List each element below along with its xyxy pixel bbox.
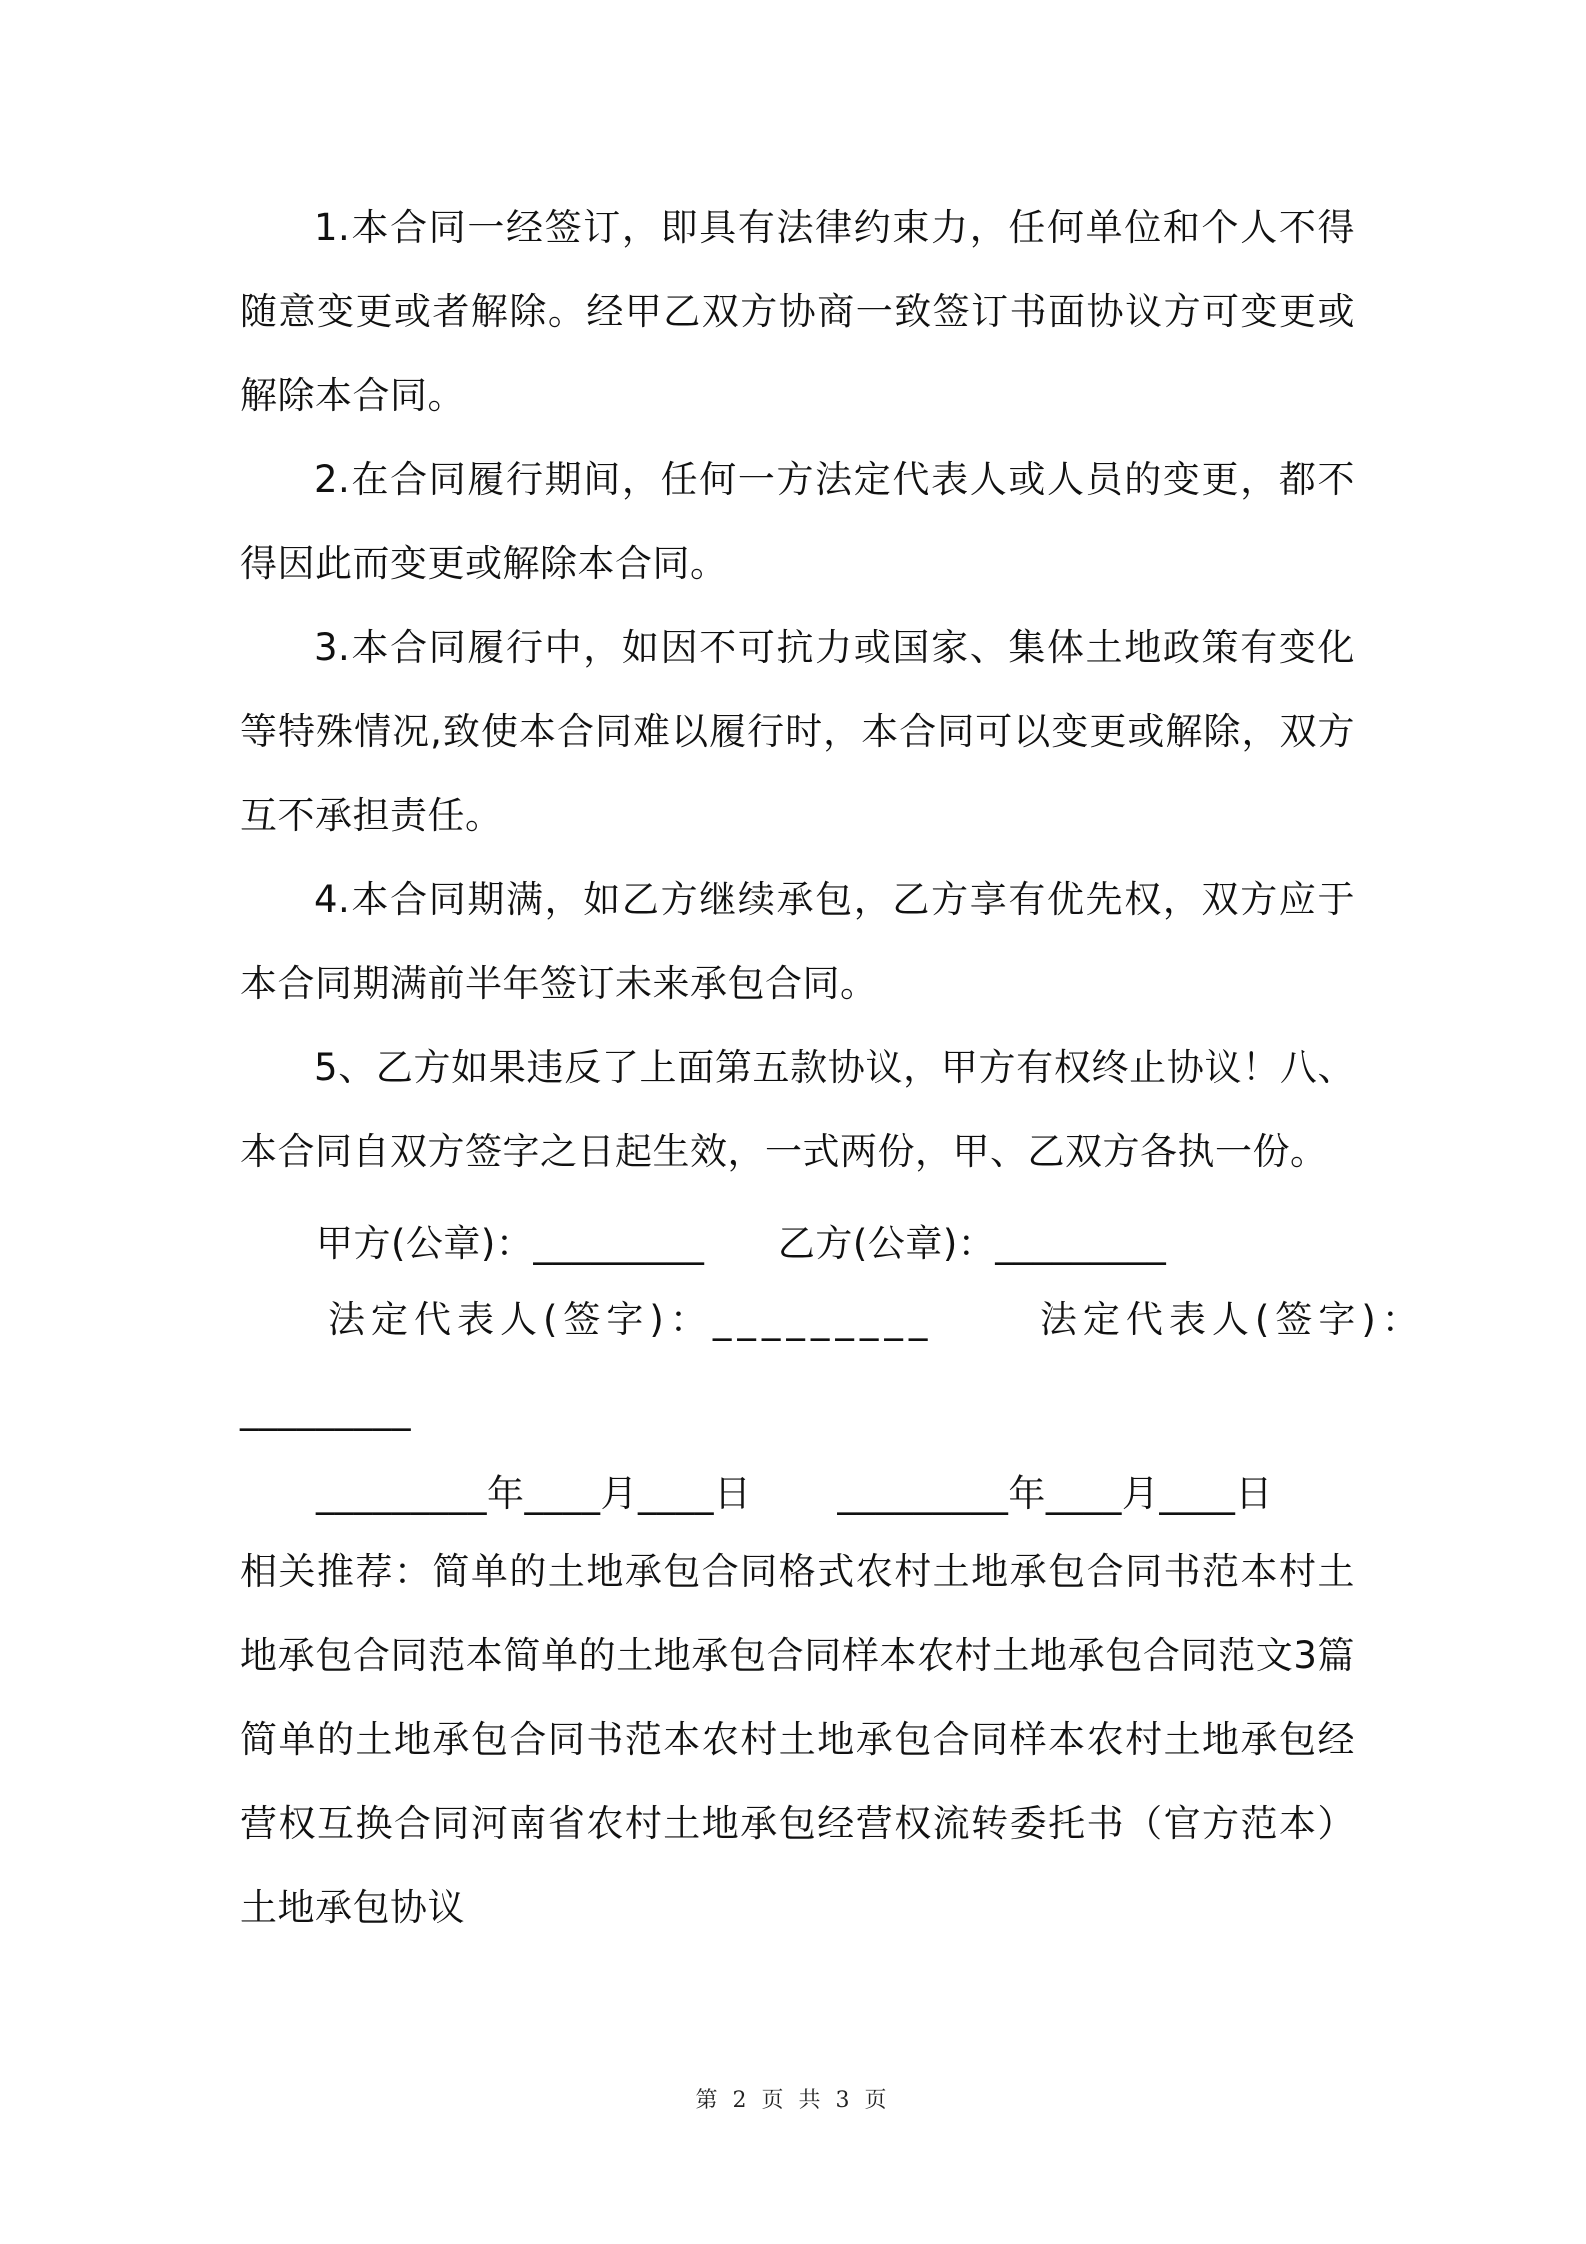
clause-4: 4.本合同期满，如乙方继续承包，乙方享有优先权，双方应于本合同期满前半年签订未来承包合同。	[240, 878, 1355, 1005]
clause-2: 2.在合同履行期间，任何一方法定代表人或人员的变更，都不得因此而变更或解除本合同。	[240, 458, 1355, 585]
clause-3: 3.本合同履行中，如因不可抗力或国家、集体土地政策有变化等特殊情况,致使本合同难以履行时，本合同可以变更或解除，双方互不承担责任。	[240, 626, 1355, 837]
related-recommendations: 相关推荐：简单的土地承包合同格式农村土地承包合同书范本村土地承包合同范本简单的土地承包合同样本农村土地承包合同范文3篇简单的土地承包合同书范本农村土地承包合同样本农村土地承包经营权互换合同河南省农村土地承包经营权流转委托书（官方范本）土地承包协议	[240, 1550, 1355, 1929]
representative-signature-blank: _________	[240, 1388, 411, 1431]
representative-signature-line: 法定代表人(签字)：_________ 法定代表人(签字)：	[328, 1298, 1425, 1341]
page-number-footer: 第 2 页 共 3 页	[695, 2088, 891, 2113]
clause-5: 5、乙方如果违反了上面第五款协议，甲方有权终止协议！八、本合同自双方签字之日起生效，一式两份，甲、乙双方各执一份。	[240, 1046, 1355, 1173]
clause-1: 1.本合同一经签订，即具有法律约束力，任何单位和个人不得随意变更或者解除。经甲乙双方协商一致签订书面协议方可变更或解除本合同。	[240, 206, 1355, 417]
date-line: _________年____月____日 _________年____月____日	[316, 1472, 1273, 1515]
seal-signature-line: 甲方(公章)：_________ 乙方(公章)：_________	[316, 1222, 1167, 1265]
